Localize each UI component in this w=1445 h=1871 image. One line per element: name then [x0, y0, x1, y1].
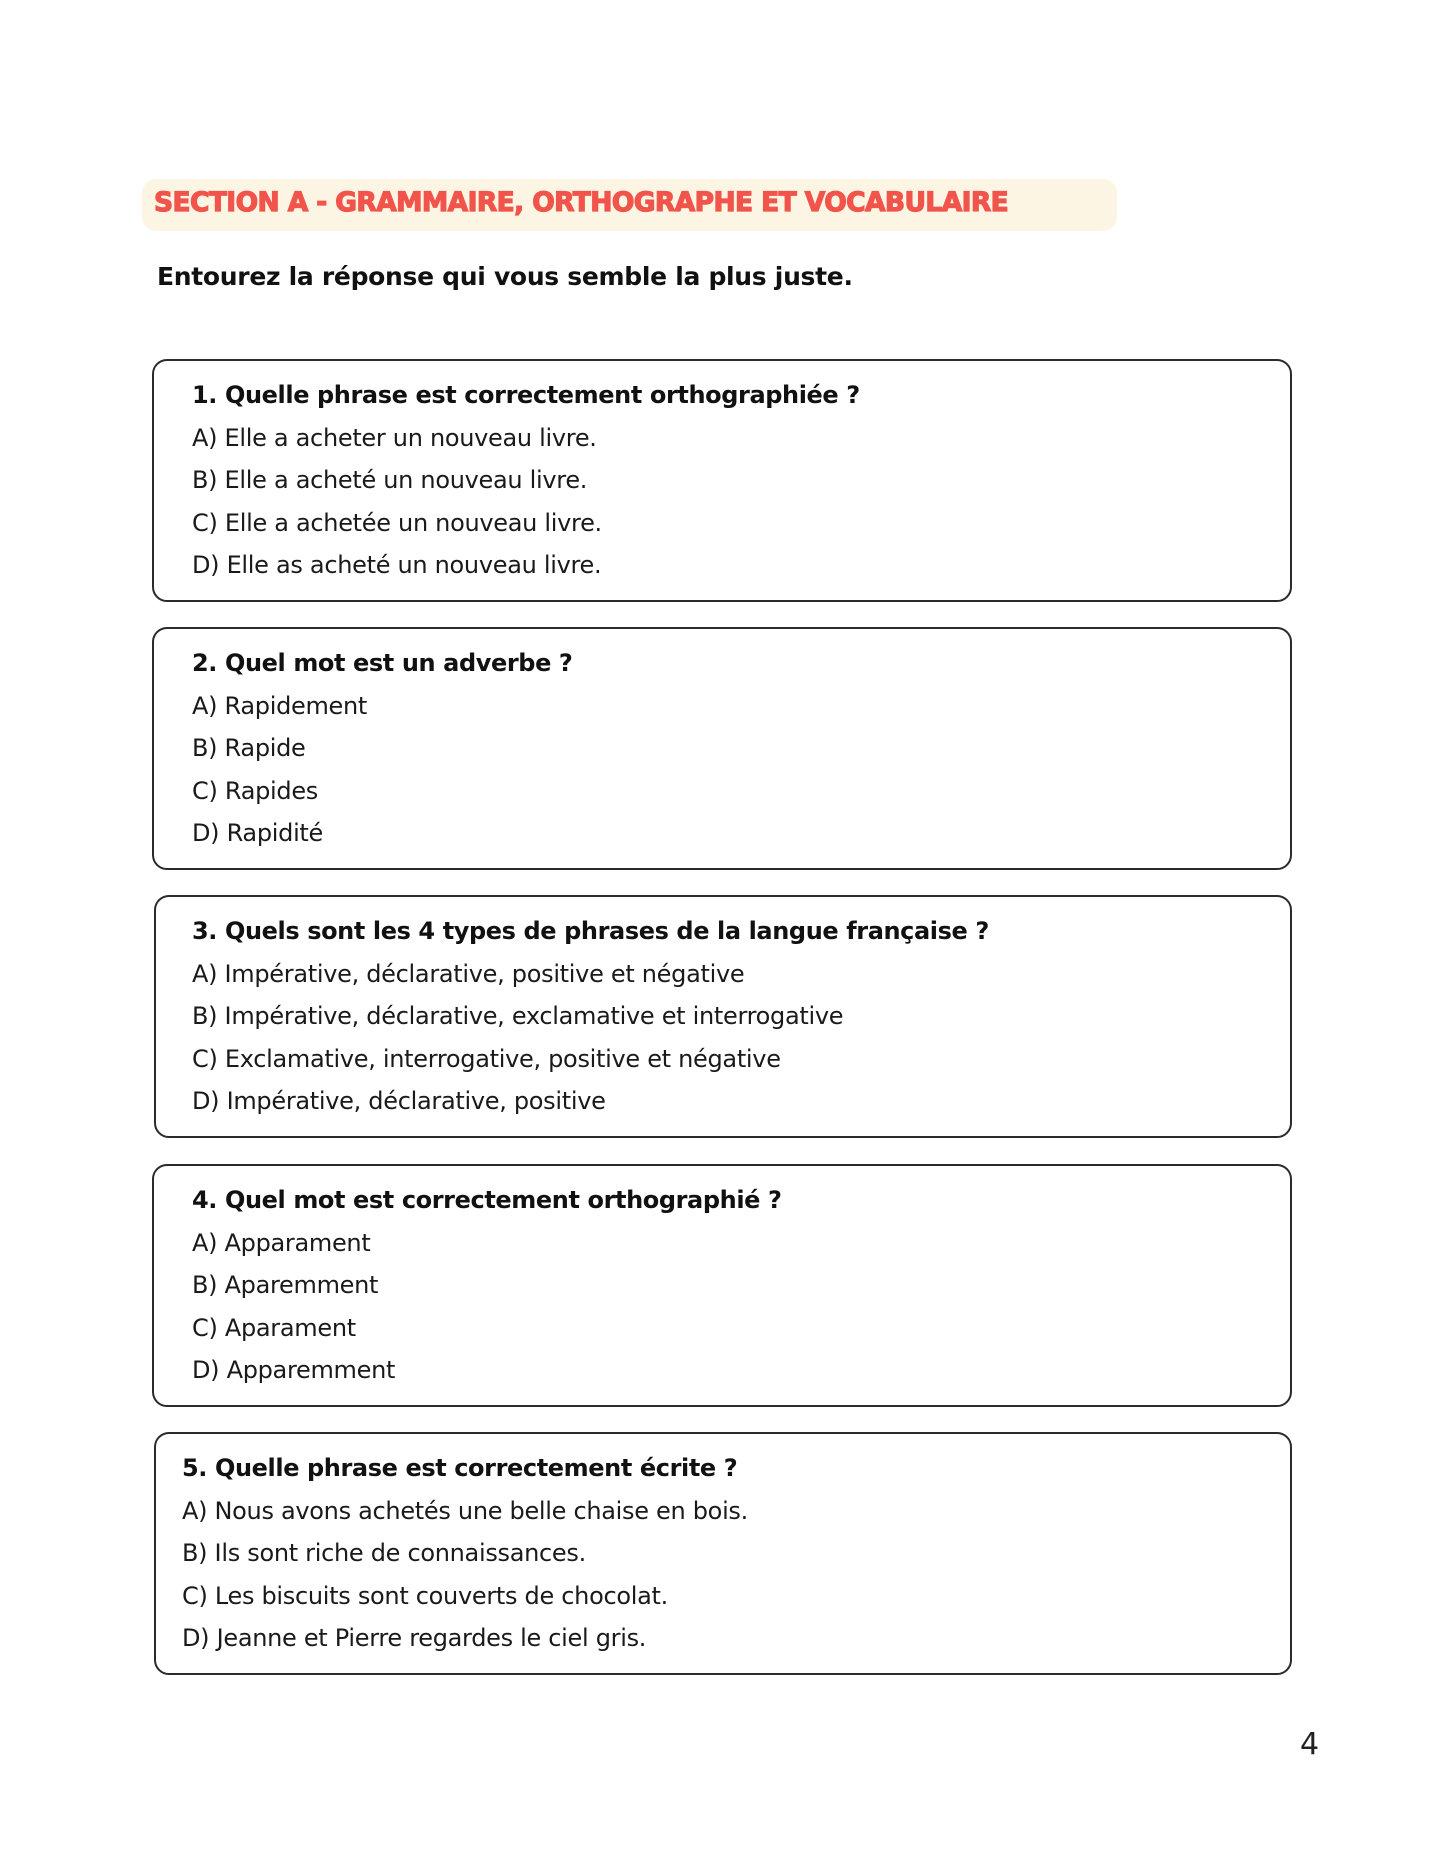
answer-option-d[interactable]: D) Rapidité: [192, 819, 324, 847]
answer-option-a[interactable]: A) Impérative, déclarative, positive et négative: [192, 960, 745, 988]
page-number: 4: [1300, 1727, 1320, 1762]
answer-option-c[interactable]: C) Elle a achetée un nouveau livre.: [192, 509, 602, 537]
answer-option-a[interactable]: A) Elle a acheter un nouveau livre.: [192, 424, 597, 452]
answer-option-b[interactable]: B) Rapide: [192, 734, 306, 762]
question-title: 5. Quelle phrase est correctement écrite ?: [182, 1454, 738, 1482]
answer-option-b[interactable]: B) Aparemment: [192, 1271, 379, 1299]
section-title-badge: [142, 179, 1117, 231]
answer-option-c[interactable]: C) Rapides: [192, 777, 319, 805]
answer-option-a[interactable]: A) Nous avons achetés une belle chaise en bois.: [182, 1497, 748, 1525]
answer-option-a[interactable]: A) Rapidement: [192, 692, 368, 720]
answer-option-c[interactable]: C) Exclamative, interrogative, positive et négative: [192, 1045, 781, 1073]
question-title: 2. Quel mot est un adverbe ?: [192, 649, 573, 677]
question-title: 1. Quelle phrase est correctement orthographiée ?: [192, 381, 860, 409]
question-box-3: [154, 895, 1292, 1138]
answer-option-d[interactable]: D) Apparemment: [192, 1356, 396, 1384]
question-box-5: [154, 1432, 1292, 1675]
answer-option-d[interactable]: D) Impérative, déclarative, positive: [192, 1087, 606, 1115]
question-box-2: [152, 627, 1292, 870]
answer-option-b[interactable]: B) Ils sont riche de connaissances.: [182, 1539, 586, 1567]
question-title: 3. Quels sont les 4 types de phrases de la langue française ?: [192, 917, 989, 945]
question-box-1: [152, 359, 1292, 602]
answer-option-a[interactable]: A) Apparament: [192, 1229, 371, 1257]
question-title: 4. Quel mot est correctement orthographié ?: [192, 1186, 782, 1214]
answer-option-b[interactable]: B) Impérative, déclarative, exclamative et interrogative: [192, 1002, 844, 1030]
answer-option-b[interactable]: B) Elle a acheté un nouveau livre.: [192, 466, 588, 494]
question-box-4: [152, 1164, 1292, 1407]
answer-option-d[interactable]: D) Jeanne et Pierre regardes le ciel gris.: [182, 1624, 647, 1652]
answer-option-d[interactable]: D) Elle as acheté un nouveau livre.: [192, 551, 602, 579]
answer-option-c[interactable]: C) Aparament: [192, 1314, 356, 1342]
section-title: SECTION A - GRAMMAIRE, ORTHOGRAPHE ET VOCABULAIRE: [154, 187, 1009, 218]
instruction-text: Entourez la réponse qui vous semble la plus juste.: [157, 262, 853, 291]
answer-option-c[interactable]: C) Les biscuits sont couverts de chocolat.: [182, 1582, 668, 1610]
